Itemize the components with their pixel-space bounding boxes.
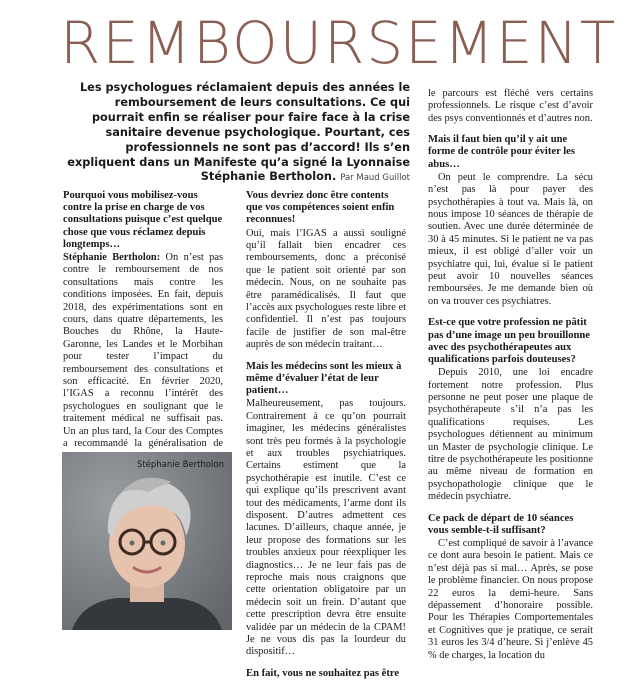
lede-paragraph [62, 81, 410, 186]
question: Vous devriez donc être contents que vos compétences soient enfin reconnues! [246, 190, 395, 226]
portrait-photo [62, 452, 232, 630]
question: Pourquoi vous mobilisez-vous contre la prise en charge de vos consultations puisque c’est quelque chose que vous réclamez depuis longtemps… [63, 190, 223, 250]
question: Est-ce que votre profession ne pâtit pas d’une image un peu brouillonne avec des psychothérapeutes aux qualifications parfois douteuses? [428, 317, 590, 365]
byline: Par Maud Guillot [340, 173, 410, 184]
photo-caption: Stéphanie Bertholon [136, 460, 224, 470]
question: Mais il faut bien qu’il y ait une forme de contrôle pour éviter les abus… [428, 134, 575, 170]
column-b [246, 190, 406, 681]
answer-paragraph: Depuis 2010, une loi encadre fortement notre profession. Plus personne ne peut poser une plaque de psychothérapeute s’il n’a pas les qualifications requises. Les psychologues détiennent au minimum un Master de psychologie clinique. Le titre de psychothérapeute les positionne au même niveau de formation en psychopathologie clinique que le médecin psychiatre. [428, 367, 593, 503]
column-a [63, 190, 223, 484]
answer-paragraph [63, 252, 223, 475]
answer-paragraph: Malheureusement, pas toujours. Contrairement à ce qu’on pourrait imaginer, les médecins généralistes sont très peu formés à la psychologie et aux troubles psychiatriques. Certains estiment que la psychothérapie est inutile. C’est ce qui explique qu’ils prescrivent avant tout des médicaments, l’arme dont ils disposent. D’autres admettent ces lacunes. D’ailleurs, chaque année, je leur propose des formations sur les troubles anxieux pour réexpliquer les diagnostics… Je ne leur fais pas de reproche mais nous craignons que cette orientation obligatoire par un médecin soit un frein. D’autant que cette prescription devra être ensuite validée par un médecin de la CPAM! Je ne vous dis pas la lourdeur du dispositif… [246, 398, 406, 658]
column-c [428, 88, 593, 671]
answer-paragraph: Oui, mais l’IGAS a aussi souligné qu’il fallait bien encadrer ces remboursements, donc a préconisé que le patient soit orienté par son médecin. Nous, on ne souhaite pas être paramédicalisés. Il faut que l’accès aux psychologues reste libre et confidentiel. Il n’est pas toujours facile de justifier de son mal-être auprès de son médecin traitant… [246, 227, 406, 351]
answer-paragraph: le parcours est fléché vers certains professionnels. Le risque c’est d’avoir des psys conventionnés et d’autres non. [428, 88, 593, 124]
speaker-name: Stéphanie Bertholon: [63, 252, 161, 264]
answer-paragraph: On peut le comprendre. La sécu n’est pas là pour payer des psychothérapies à tout va. Mais là, on nous impose 10 séances de thérapie de soutien. Avec une durée déterminée de 30 à 45 minutes. Si le patient ne va pas mieux, il est obligé d’aller voir un psychiatre qui, lui, évalue si le patient peut avoir 10 nouvelles séances remboursées. Je me demande bien où on va trouver ces psychiatres. [428, 171, 593, 307]
answer-text: On n’est pas contre le remboursement de nos consultations mais contre les conditions imposées. En fait, depuis 2018, des expérimentations sont en cours, dans quatre départements, les Bouches du Rhône, la Haute-Garonne, les Landes et le Morbihan pour tester l’impact du remboursement des consultations et son efficacité. En février 2020, l’IGAS a reconnu l’intérêt des psychologues en soulignant que le traitement médical ne suffisait pas. Un an plus tard, la Cour des Comptes a recommandé la généralisation de [63, 252, 223, 450]
headline-title: REMBOURSEMENT [60, 9, 618, 77]
portrait-illustration [62, 452, 232, 630]
question: Ce pack de départ de 10 séances vous semble-t-il suffisant? [428, 512, 574, 536]
question: Mais les médecins sont les mieux à même d’évaluer l’état de leur patient… [246, 360, 402, 397]
question: En fait, vous ne souhaitez pas être [246, 667, 400, 679]
lede-text: Les psychologues réclamaient depuis des années le remboursement de leurs consultations. Ce qui pourrait enfin se réaliser pour faire face à la crise sanitaire devenue psychologique. Pourtant, ces professionnels ne sont pas d’accord! Ils s’en expliquent dans un Manifeste qu’a signé la Lyonnaise Stéphanie Bertholon. [67, 81, 410, 184]
answer-paragraph: C’est compliqué de savoir à l’avance ce dont aura besoin le patient. Mais ce n’est déjà pas si mal… Après, se pose le problème financier. On nous propose 22 euros la demi-heure. Sans dépassement d’honoraire possible. Pour les Thérapies Comportementales et Cognitives que je pratique, ce serait 31 euros les 3/4 d’heure. Si j’enlève 45 % de charges, la location du [428, 537, 593, 661]
